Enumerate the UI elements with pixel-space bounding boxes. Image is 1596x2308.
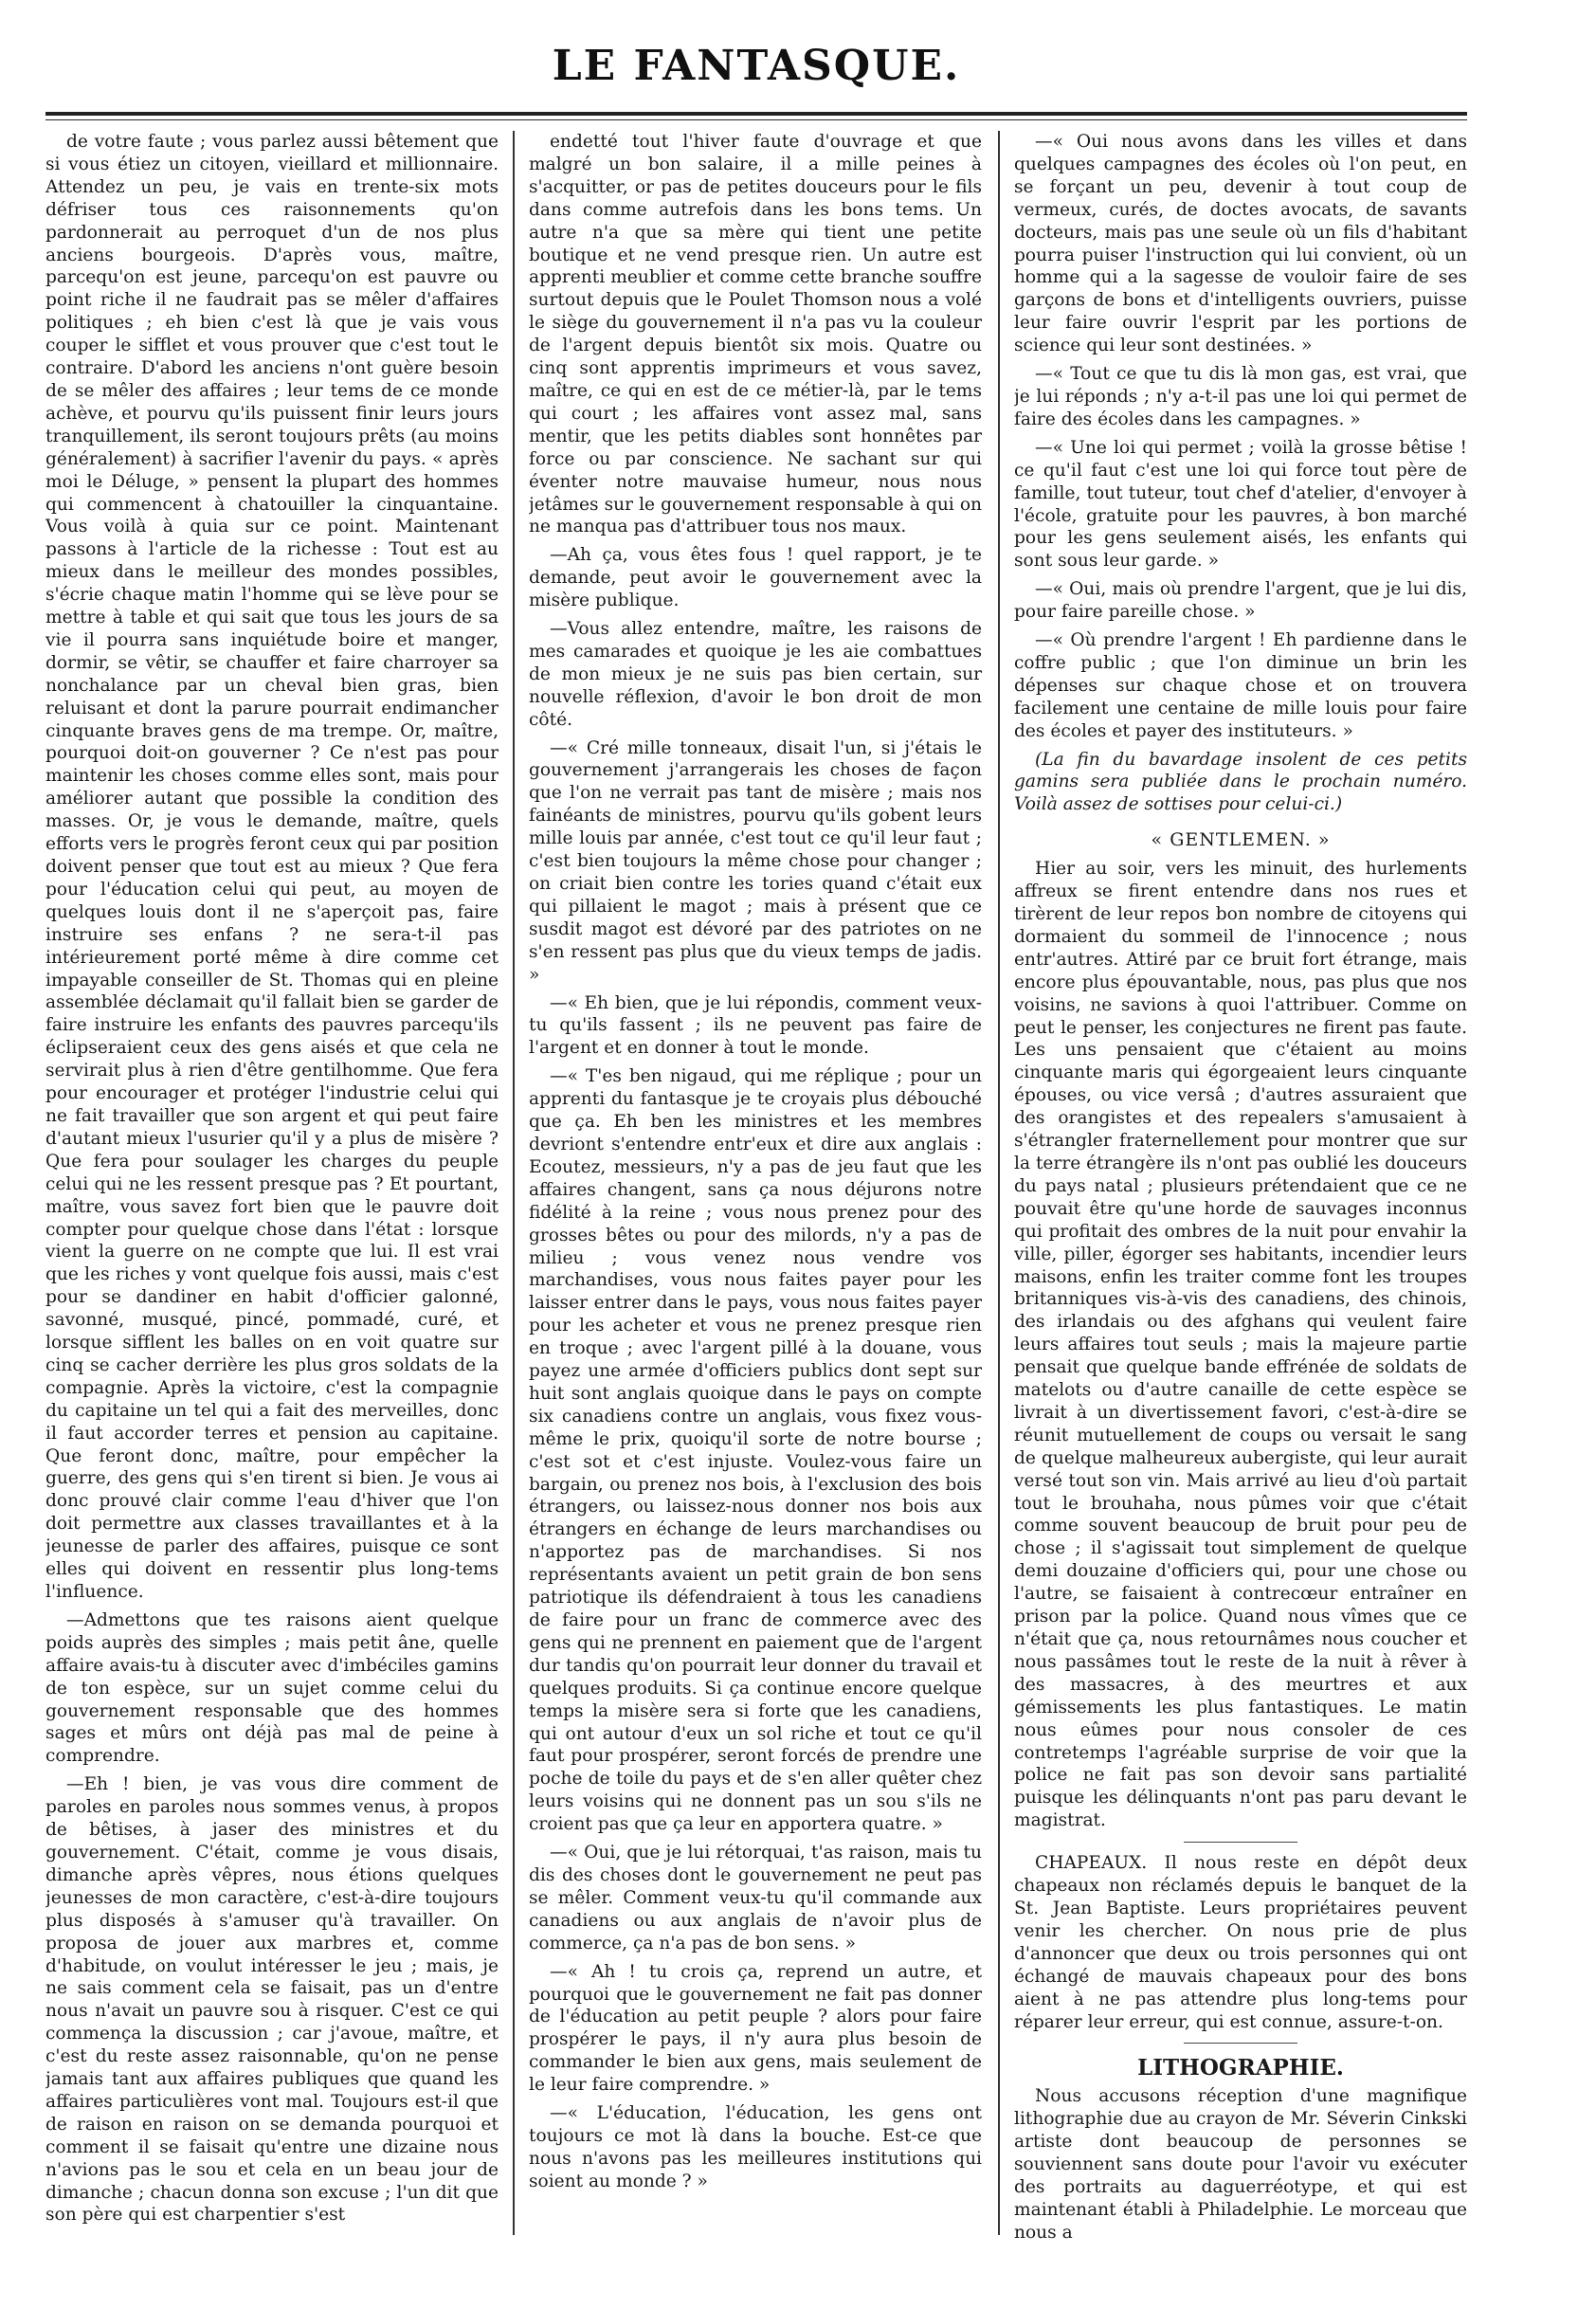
paragraph: —Admettons que tes raisons aient quelque poids auprès des simples ; mais petit âne, quelle affaire avais-tu à discuter avec d'imbéciles gamins de ton espèce, sur un sujet comme celui du gouvernement responsable que des hommes sages et mûrs ont déjà pas mal de peine à comprendre. — [45, 1609, 499, 1767]
column-1 — [45, 131, 499, 2263]
newspaper-title: LE FANTASQUE. — [552, 42, 961, 90]
paragraph: —« Cré mille tonneaux, disait l'un, si j'étais le gouvernement j'arrangerais les choses de façon que l'on ne verrait pas tant de misère ; mais nos fainéants de ministres, pourvu qu'ils gobent leurs mille louis par année, c'est tout ce qu'il leur faut ; c'est bien toujours la même chose pour changer ; on criait bien contre les tories quand c'était eux qui pillaient le magot ; mais à présent que ce susdit magot est dévoré par des patriotes on ne s'en ressent pas plus que du vieux temps de jadis. » — [529, 737, 982, 985]
paragraph: —« T'es ben nigaud, qui me réplique ; pour un apprenti du fantasque je te croyais plus débouché que ça. Eh ben les ministres et les membres devriont s'entendre entr'eux et dire aux anglais : Ecoutez, messieurs, n'y a pas de jeu faut que les affaires changent, sans ça nous déjurons notre fidélité à la reine ; vous nous prenez pour des grosses bêtes ou pour des milords, n'y a pas de milieu ; vous venez nous vendre vos marchandises, vous nous faites payer pour les laisser entrer dans le pays, vous nous faites payer pour les acheter et vous ne prenez presque rien en troque ; avec l'argent pillé à la douane, vous payez une armée d'officiers publics dont sept sur huit sont anglais quoique dans le pays on compte six canadiens contre un anglais, vous fixez vous-même le prix, quoiqu'il sorte de notre bourse ; c'est sot et c'est injuste. Voulez-vous faire un bargain, ou prenez nos bois, à l'exclusion des bois étrangers, ou laissez-nous donner nos bois aux étrangers en échange de leurs marchandises ou n'apportez pas de marchandises. Si nos représentants avaient un petit grain de bon sens patriotique ils défendraient à tous les canadiens de faire pour un franc de commerce avec des gens qui ne prennent en paiement que de l'argent dur tandis qu'on pourrait leur donner du travail et quelques produits. Si ça continue encore quelque temps la misère sera si forte que les canadiens, qui ont autour d'eux un sol riche et tout ce qu'il faut pour prospérer, seront forcés de prendre une poche de toile du pays et de s'en aller quêter chez leurs voisins qui ne donnent pas un sou s'ils ne croient pas que ça leur en apportera quatre. » — [529, 1066, 982, 1835]
section-separator — [1184, 1842, 1297, 1843]
columns — [45, 131, 1467, 2263]
masthead-rule-thick — [45, 112, 1467, 116]
paragraph: —« Oui nous avons dans les villes et dans quelques campagnes des écoles où l'on peut, en se forçant un peu, devenir à tout coup de vermeux, curés, de doctes avocats, de savants docteurs, mais pas une seule où un fils d'habitant pourra puiser l'instruction qui lui convient, où un homme qui a la sagesse de vouloir faire de ses garçons de bons et d'intelligents ouvriers, puisse leur faire ouvrir l'esprit par les portions de science qui leur sont destinées. » — [1014, 132, 1467, 356]
paragraph: —« Eh bien, que je lui répondis, comment veux-tu qu'ils fassent ; ils ne peuvent pas faire de l'argent et en donner à tout le monde. — [529, 992, 982, 1059]
column-divider — [513, 131, 515, 2235]
paragraph: —« Une loi qui permet ; voilà la grosse bêtise ! ce qu'il faut c'est une loi qui force tout père de famille, tout tuteur, tout chef d'atelier, d'envoyer à l'école, gratuite pour les pauvres, à bon marché pour les gens seulement aisés, les enfants qui sont sous leur garde. » — [1014, 437, 1467, 572]
column-divider — [998, 131, 1000, 2235]
paragraph: endetté tout l'hiver faute d'ouvrage et que malgré un bon salaire, il a mille peines à s'acquitter, or pas de petites douceurs pour le fils dans comme autrefois dans les bons tems. Un autre n'a que sa mère qui tient une petite boutique et ne vend presque rien. Un autre est apprenti meublier et comme cette branche souffre surtout depuis que le Poulet Thomson nous a volé le siège du gouvernement il n'a pas vu la couleur de l'argent depuis bientôt six mois. Quatre ou cinq sont apprentis imprimeurs et vous savez, maître, ce qui en est de ce métier-là, par le tems qui court ; les affaires vont assez mal, sans mentir, que les petits diables sont honnêtes par force ou par conscience. Ne sachant sur qui éventer notre mauvaise humeur, nous nous jetâmes sur le gouvernement responsable à qui on ne manqua pas d'attribuer tous nos maux. — [529, 132, 982, 537]
paragraph: —« Ah ! tu crois ça, reprend un autre, et pourquoi que le gouvernement ne fait pas donner de l'éducation au petit peuple ? alors pour faire prospérer le pays, il n'y aura plus besoin de commander le bien aux gens, mais seulement de le leur faire comprendre. » — [529, 1961, 982, 2096]
newspaper-page — [45, 28, 1467, 2275]
column-2 — [529, 131, 982, 2263]
editor-note: (La fin du bavardage insolent de ces petits gamins sera publiée dans le prochain numéro. Voilà assez de sottises pour celui-ci.) — [1014, 749, 1467, 815]
paragraph: Hier au soir, vers les minuit, des hurlements affreux se firent entendre dans nos rues et tirèrent de leur repos bon nombre de citoyens qui dormaient du sommeil de l'innocence ; nous entr'autres. Attiré par ce bruit fort étrange, mais encore plus épouvantable, nous, pas plus que nos voisins, ne savions à quoi l'attribuer. Comme on peut le penser, les conjectures ne firent pas faute. Les uns pensaient que c'étaient au moins cinquante maris qui égorgeaient leurs cinquante épouses, ou vice versâ ; d'autres assuraient que des orangistes et des repealers s'amusaient à s'étrangler fraternellement pour montrer que sur la terre étrangère ils n'ont pas oublié les douceurs du pays natal ; plusieurs prétendaient que ce ne pouvait être qu'une horde de sauvages inconnus qui profitait des ombres de la nuit pour envahir la ville, piller, égorger ses habitants, incendier leurs maisons, enfin les traiter comme font les troupes britanniques vis-à-vis des canadiens, des chinois, des irlandais ou des afghans qui veulent faire leurs affaires tout seuls ; mais la majeure partie pensait que quelque bande effrénée de soldats de matelots ou d'autre canaille de cette espèce se livrait à un divertissement favori, c'est-à-dire se réunit mutuellement de coups ou versait le sang de quelque malheureux aubergiste, qui leur aurait versé tout son vin. Mais arrivé au lieu d'où partait tout le brouhaha, nous pûmes voir que c'était comme souvent beaucoup de bruit pour peu de chose ; il s'agissait tout simplement de quelque demi douzaine d'officiers qui, pour une chose ou l'autre, se faisaient à contrecœur entraîner en prison par la police. Quand nous vîmes que ce n'était que ça, nous retournâmes nous coucher et nous passâmes tout le reste de la nuit à rêver à des massacres, à des meurtres et aux gémissements les plus fantastiques. Le matin nous eûmes pour nous consoler de ces contretemps l'agréable surprise de voir que la police ne fait pas son devoir sans partialité puisque les délinquants n'ont pas paru devant le magistrat. — [1014, 859, 1467, 1831]
paragraph: Nous accusons réception d'une magnifique lithographie due au crayon de Mr. Séverin Cinkski artiste dont beaucoup de personnes se souviennent sans doute pour l'avoir vu exécuter des portraits au daguerréotype, et qui est maintenant établi à Philadelphie. Le morceau que nous a — [1014, 2086, 1467, 2243]
paragraph: —« Où prendre l'argent ! Eh pardienne dans le coffre public ; que l'on diminue un brin les dépenses sur chaque chose et on trouvera facilement une centaine de mille louis pour faire des écoles et payer des instituteurs. » — [1014, 630, 1467, 741]
section-heading-lithographie: LITHOGRAPHIE. — [1137, 2055, 1344, 2081]
section-separator — [1184, 2043, 1297, 2044]
paragraph: —Vous allez entendre, maître, les raisons de mes camarades et quoique je les aie combattues de mon mieux je ne suis pas bien certain, sur nouvelle réflexion, d'avoir le bon droit de mon côté. — [529, 619, 982, 730]
section-heading-gentlemen: « GENTLEMEN. » — [1151, 829, 1331, 851]
paragraph: —« Tout ce que tu dis là mon gas, est vrai, que je lui réponds ; n'y a-t-il pas une loi qui permet de faire des écoles dans les campagnes. » — [1014, 364, 1467, 429]
paragraph: —Ah ça, vous êtes fous ! quel rapport, je te demande, peut avoir le gouvernement avec la misère publique. — [529, 545, 982, 611]
notice-chapeaux: CHAPEAUX. Il nous reste en dépôt deux chapeaux non réclamés depuis le banquet de la St. Jean Baptiste. Leurs propriétaires peuvent venir les chercher. On nous prie de plus d'annoncer que deux ou trois personnes qui ont échangé de mauvais chapeaux pour des bons aient à ne pas attendre plus long-tems pour réparer leur erreur, qui est connue, assure-t-on. — [1014, 1853, 1467, 2032]
masthead — [45, 28, 1467, 104]
paragraph: —« L'éducation, l'éducation, les gens ont toujours ce mot là dans la bouche. Est-ce que nous n'avons pas les meilleures institutions qui soient au monde ? » — [529, 2103, 982, 2191]
paragraph: de votre faute ; vous parlez aussi bêtement que si vous étiez un citoyen, vieillard et millionnaire. Attendez un peu, je vais en trente-six mots défriser tous ces raisonnements qu'on pardonnerait au perroquet d'un de nos plus anciens bourgeois. D'après vous, maître, parcequ'on est jeune, parcequ'on est pauvre ou point riche il ne faudrait pas se mêler d'affaires politiques ; eh bien c'est là que je vais vous couper le sifflet et vous prouver que c'est tout le contraire. D'abord les anciens n'ont guère besoin de se mêler des affaires ; leur tems de ce monde achève, et pourvu qu'ils puissent finir leurs jours tranquillement, ils seront toujours prêts (au moins généralement) à sacrifier l'avenir du pays. « après moi le Déluge, » pensent la plupart des hommes qui commencent à chatouiller la cinquantaine. Vous voilà à quia sur ce point. Maintenant passons à l'article de la richesse : Tout est au mieux dans le meilleur des mondes possibles, s'écrie chaque matin l'homme qui se lève pour se mettre à table et qui sait que tous les jours de sa vie il pourra sans inquiétude boire et manger, dormir, se vêtir, se chauffer et faire charroyer sa nonchalance par un cheval bien gras, bien reluisant et dont la parure pourrait endimancher cinquante braves gens de ma trempe. Or, maître, pourquoi doit-on gouverner ? Ce n'est pas pour maintenir les choses comme elles sont, mais pour améliorer autant que possible la condition des masses. Or, je vous le demande, maître, quels efforts vers le progrès feront ceux qui par position doivent penser que tout est au mieux ? Que fera pour l'éducation celui qui peut, au moyen de quelques louis dont il ne s'aperçoit pas, faire instruire ses enfans ? ne sera-t-il pas intérieurement porté même à dire comme cet impayable conseiller de St. Thomas qui en pleine assemblée déclamait qu'il fallait bien se garder de faire instruire les enfants des pauvres parcequ'ils éclipseraient ceux des gens aisés et que cela ne servirait plus à rien d'être gentilhomme. Que fera pour encourager et protéger l'industrie celui qui ne fait travailler que son argent et qui peut faire d'autant mieux l'usurier qu'il y a plus de misère ? Que fera pour soulager les charges du peuple celui qui ne les ressent presque pas ? Et pourtant, maître, vous savez fort bien que le pauvre doit compter pour quelque chose dans l'état : lorsque vient la guerre on ne compte que lui. Il est vrai que les riches y vont quelque fois aussi, mais c'est pour se dandiner en habit d'officier galonné, savonné, musqué, pincé, pommadé, curé, et lorsque sifflent les balles on en voit quatre sur cinq se cacher derrière les plus gros soldats de la compagnie. Après la victoire, c'est la compagnie du capitaine un tel qui a fait des merveilles, donc il faut accorder terres et pension au capitaine. Que feront donc, maître, pour empêcher la guerre, des gens qui s'en tirent si bien. Je vous ai donc prouvé clair comme l'eau d'hiver que l'on doit permettre aux classes travaillantes et à la jeunesse de parler des affaires, puisque ce sont elles qui doivent en ressentir plus long-tems l'influence. — [45, 132, 499, 1602]
masthead-rule-thin — [45, 119, 1467, 120]
paragraph: —Eh ! bien, je vas vous dire comment de paroles en paroles nous sommes venus, à propos de bêtises, à jaser des ministres et du gouvernement. C'était, comme je vous disais, dimanche après vêpres, nous étions quelques jeunesses de mon caractère, c'est-à-dire toujours plus disposés à s'amuser qu'à travailler. On proposa de jouer aux marbres et, comme d'habitude, on voulut intéresser le jeu ; mais, je ne sais comment cela se faisait, pas un d'entre nous n'avait un pauvre sou à risquer. C'est ce qui commença la discussion ; car j'avoue, maître, et c'est du reste assez raisonnable, qu'on ne pense jamais tant aux affaires publiques que quand les affaires particulières vont mal. Toujours est-il que de raison en raison on se demanda pourquoi et comment il se faisait qu'entre une dizaine nous n'avions pas le sou et cela en un beau jour de dimanche ; chacun donna son excuse ; l'un dit que son père qui est charpentier s'est — [45, 1774, 499, 2226]
column-3 — [1014, 131, 1467, 2263]
paragraph: —« Oui, que je lui rétorquai, t'as raison, mais tu dis des choses dont le gouvernement ne peut pas se mêler. Comment veux-tu qu'il commande aux canadiens ou aux anglais de n'avoir plus de commerce, ça n'a pas de bon sens. » — [529, 1843, 982, 1954]
paragraph: —« Oui, mais où prendre l'argent, que je lui dis, pour faire pareille chose. » — [1014, 579, 1467, 623]
